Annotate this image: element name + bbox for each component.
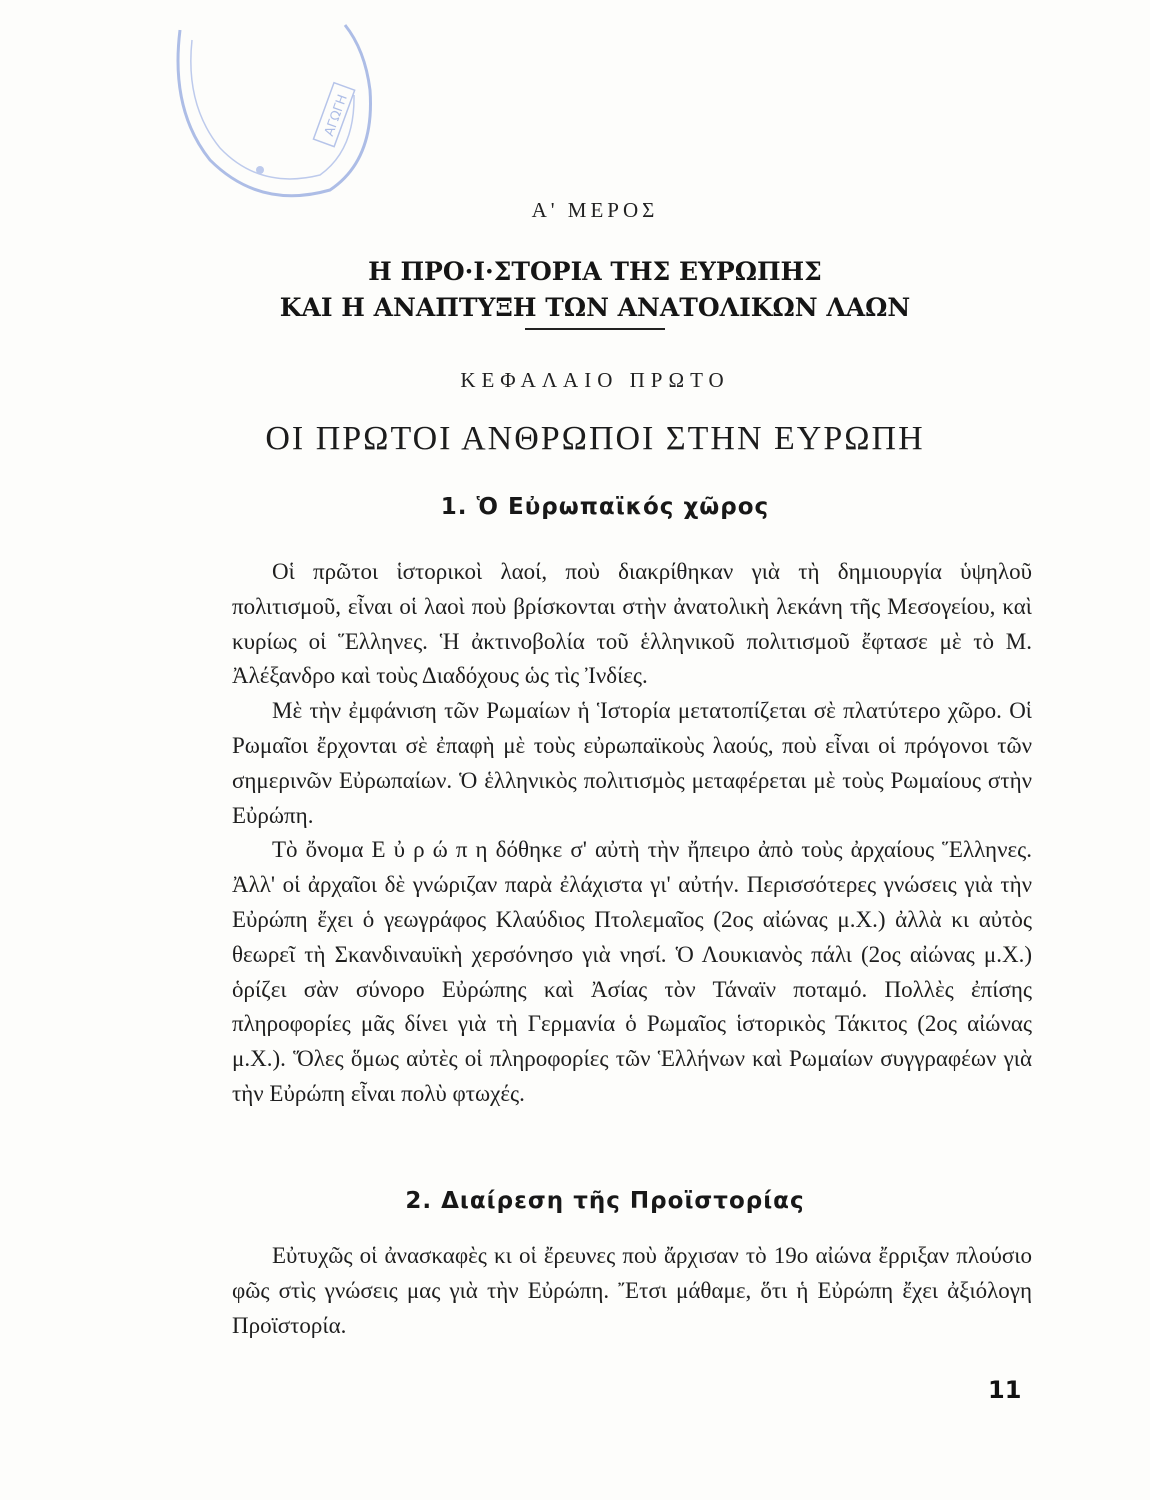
paragraph: Μὲ τὴν ἐμφάνιση τῶν Ρωμαίων ἡ Ἱστορία μετατοπίζεται σὲ πλατύτερο χῶρο. Οἱ Ρωμαῖοι ἔρχονται σὲ ἐπαφὴ μὲ τοὺς εὐρωπαϊκοὺς λαούς, ποὺ εἶναι οἱ πρόγονοι τῶν σημερινῶν Εὐρωπαίων. Ὁ ἑλληνικὸς πολιτισμὸς μεταφέρεται μὲ τοὺς Ρωμαίους στὴν Εὐρώπη.	[232, 698, 1032, 828]
section-1-body	[232, 555, 1032, 1112]
section-2-heading: 2. Διαίρεση τῆς Προϊστορίας	[405, 1188, 805, 1214]
chapter-title: ΟΙ ΠΡΩΤΟΙ ΑΝΘΡΩΠΟΙ ΣΤΗΝ ΕΥΡΩΠΗ	[265, 420, 925, 457]
svg-text:ΑΓΩΓΗ: ΑΓΩΓΗ	[321, 92, 351, 139]
part-title-line-1: Η ΠΡΟ·Ι·ΣΤΟΡΙΑ ΤΗΣ ΕΥΡΩΠΗΣ	[368, 257, 822, 286]
part-title-line-2: ΚΑΙ Η ΑΝΑΠΤΥΞΗ ΤΩΝ ΑΝΑΤΟΛΙΚΩΝ ΛΑΩΝ	[279, 293, 911, 322]
library-stamp-icon	[140, 20, 380, 220]
paragraph: Εὐτυχῶς οἱ ἀνασκαφὲς κι οἱ ἔρευνες ποὺ ἄρχισαν τὸ 19ο αἰώνα ἔρριξαν πλούσιο φῶς στὶς γνώσεις μας γιὰ τὴν Εὐρώπη. Ἔτσι μάθαμε, ὅτι ἡ Εὐρώπη ἔχει ἀξιόλογη Προϊστορία.	[232, 1243, 1032, 1338]
section-2-body	[232, 1239, 1032, 1343]
paragraph: Τὸ ὄνομα Ε ὐ ρ ώ π η δόθηκε σ' αὐτὴ τὴν ἤπειρο ἀπὸ τοὺς ἀρχαίους Ἕλληνες. Ἀλλ' οἱ ἀρχαῖοι δὲ γνώριζαν παρὰ ἐλάχιστα γι' αὐτήν. Περισσότερες γνώσεις γιὰ τὴν Εὐρώπη ἔχει ὁ γεωγράφος Κλαύδιος Πτολεμαῖος (2ος αἰώνας μ.Χ.) ἀλλὰ κι αὐτὸς θεωρεῖ τὴ Σκανδιναυϊκὴ χερσόνησο γιὰ νησί. Ὁ Λουκιανὸς πάλι (2ος αἰώνας μ.Χ.) ὁρίζει σὰν σύνορο Εὐρώπης καὶ Ἀσίας τὸν Τάναϊν ποταμό. Πολλὲς ἐπίσης πληροφορίες μᾶς δίνει γιὰ τὴ Γερμανία ὁ Ρωμαῖος ἱστορικὸς Τάκιτος (2ος αἰώνας μ.Χ.). Ὅλες ὅμως αὐτὲς οἱ πληροφορίες τῶν Ἑλλήνων καὶ Ρωμαίων συγγραφέων γιὰ τὴν Εὐρώπη εἶναι πολὺ φτωχές.	[232, 837, 1032, 1106]
title-divider	[525, 328, 665, 330]
part-label: Α' ΜΕΡΟΣ	[531, 198, 659, 222]
page-number: 11	[988, 1376, 1022, 1404]
section-1-heading: 1. Ὁ Εὐρωπαϊκός χῶρος	[440, 494, 770, 520]
part-title	[0, 254, 1150, 326]
paragraph: Οἱ πρῶτοι ἱστορικοὶ λαοί, ποὺ διακρίθηκαν γιὰ τὴ δημιουργία ὑψηλοῦ πολιτισμοῦ, εἶναι οἱ λαοὶ ποὺ βρίσκονται στὴν ἀνατολικὴ λεκάνη τῆς Μεσογείου, καὶ κυρίως οἱ Ἕλληνες. Ἡ ἀκτινοβολία τοῦ ἑλληνικοῦ πολιτισμοῦ ἔφτασε μὲ τὸ Μ. Ἀλέξανδρο καὶ τοὺς Διαδόχους ὡς τὶς Ἰνδίες.	[232, 559, 1032, 689]
chapter-label: ΚΕΦΑΛΑΙΟ ΠΡΩΤΟ	[460, 368, 730, 392]
